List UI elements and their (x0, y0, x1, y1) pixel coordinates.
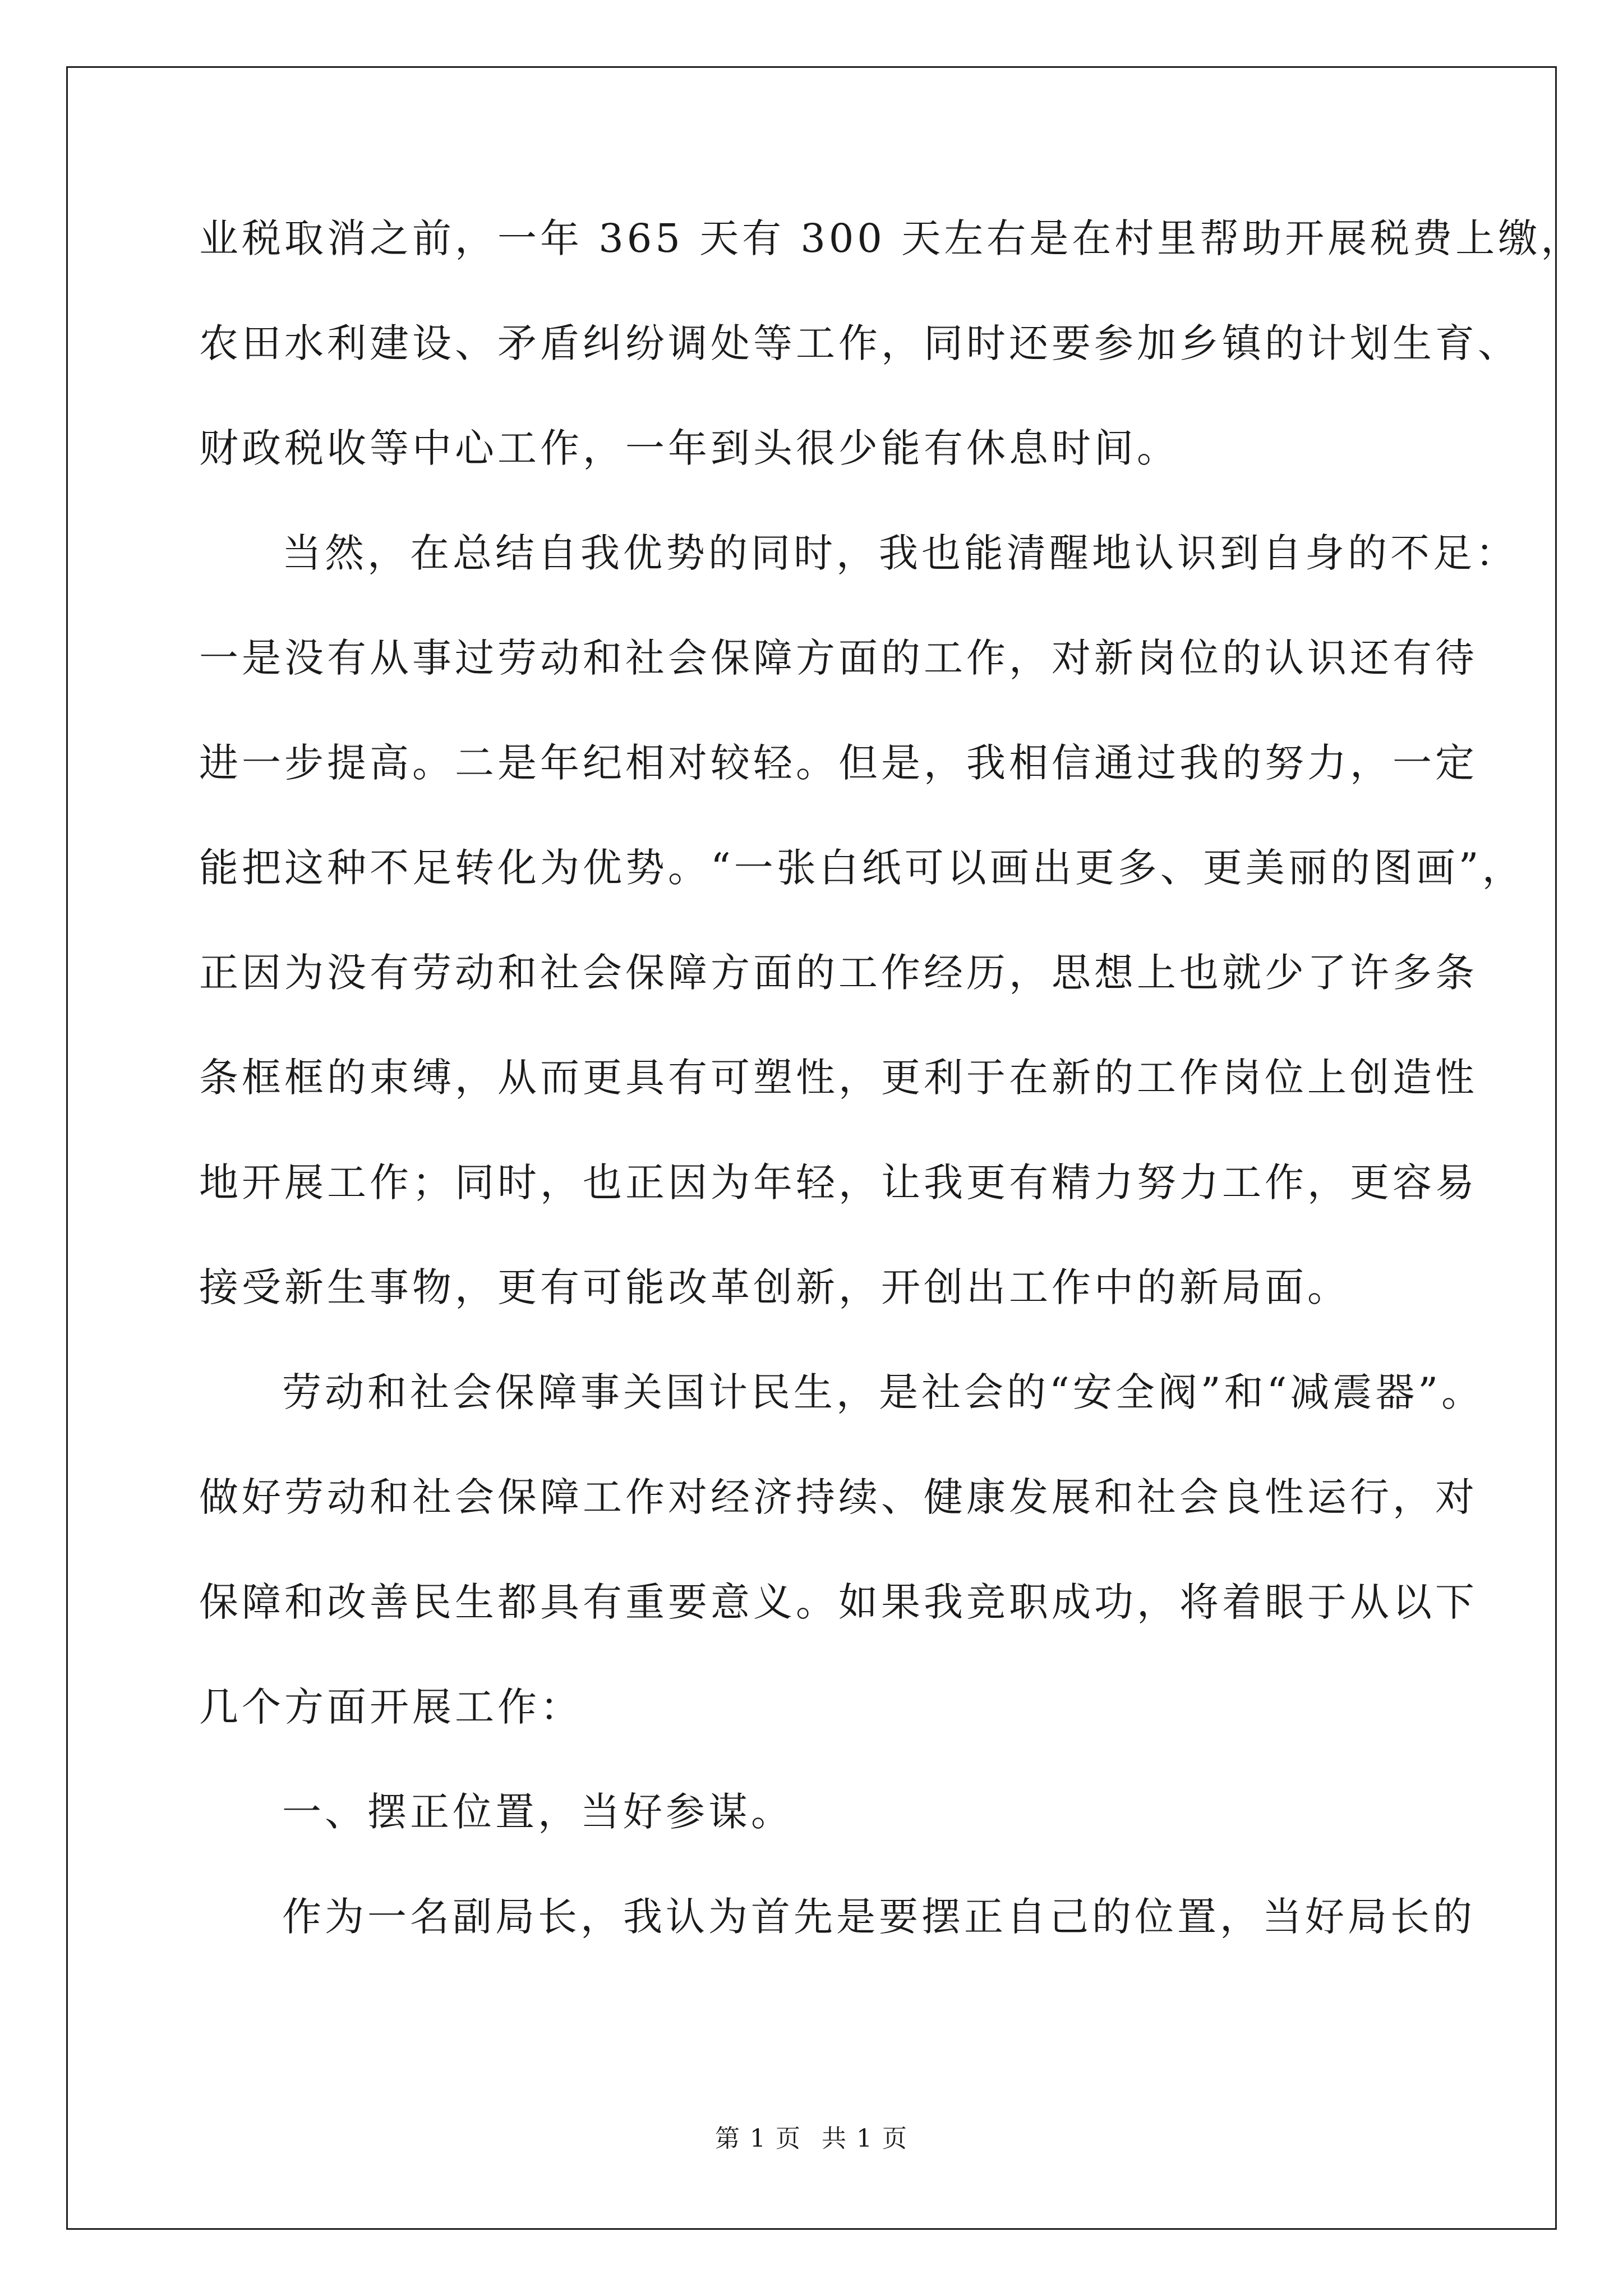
paragraph-line: 能把这种不足转化为优势。“一张白纸可以画出更多、更美丽的图画”， (199, 845, 1525, 891)
paragraph-line: 接受新生事物，更有可能改革创新，开创出工作中的新局面。 (199, 1264, 1350, 1310)
paragraph-line: 几个方面开展工作： (199, 1684, 583, 1730)
paragraph-line: 财政税收等中心工作，一年到头很少能有休息时间。 (199, 425, 1179, 471)
page-total: 共 1 页 (822, 2124, 908, 2153)
paragraph-line: 农田水利建设、矛盾纠纷调处等工作，同时还要参加乡镇的计划生育、 (199, 320, 1520, 366)
page-footer (0, 2123, 1623, 2155)
paragraph-line: 保障和改善民生都具有重要意义。如果我竞职成功，将着眼于从以下 (199, 1579, 1478, 1625)
paragraph-line: 一是没有从事过劳动和社会保障方面的工作，对新岗位的认识还有待 (199, 635, 1478, 681)
paragraph-line: 业税取消之前，一年 365 天有 300 天左右是在村里帮助开展税费上缴， (199, 215, 1584, 261)
paragraph-line: 做好劳动和社会保障工作对经济持续、健康发展和社会良性运行，对 (199, 1474, 1478, 1520)
paragraph-line: 条框框的束缚，从而更具有可塑性，更利于在新的工作岗位上创造性 (199, 1055, 1478, 1101)
paragraph-line: 进一步提高。二是年纪相对较轻。但是，我相信通过我的努力，一定 (199, 740, 1478, 786)
paragraph-line: 作为一名副局长，我认为首先是要摆正自己的位置，当好局长的 (282, 1894, 1476, 1940)
paragraph-line: 劳动和社会保障事关国计民生，是社会的“安全阀”和“减震器”。 (282, 1369, 1484, 1415)
paragraph-line: 当然，在总结自我优势的同时，我也能清醒地认识到自身的不足： (282, 530, 1518, 576)
section-heading: 一、摆正位置，当好参谋。 (282, 1789, 794, 1835)
paragraph-line: 地开展工作；同时，也正因为年轻，让我更有精力努力工作，更容易 (199, 1159, 1478, 1205)
page-number: 第 1 页 (715, 2124, 801, 2153)
paragraph-line: 正因为没有劳动和社会保障方面的工作经历，思想上也就少了许多条 (199, 950, 1478, 996)
